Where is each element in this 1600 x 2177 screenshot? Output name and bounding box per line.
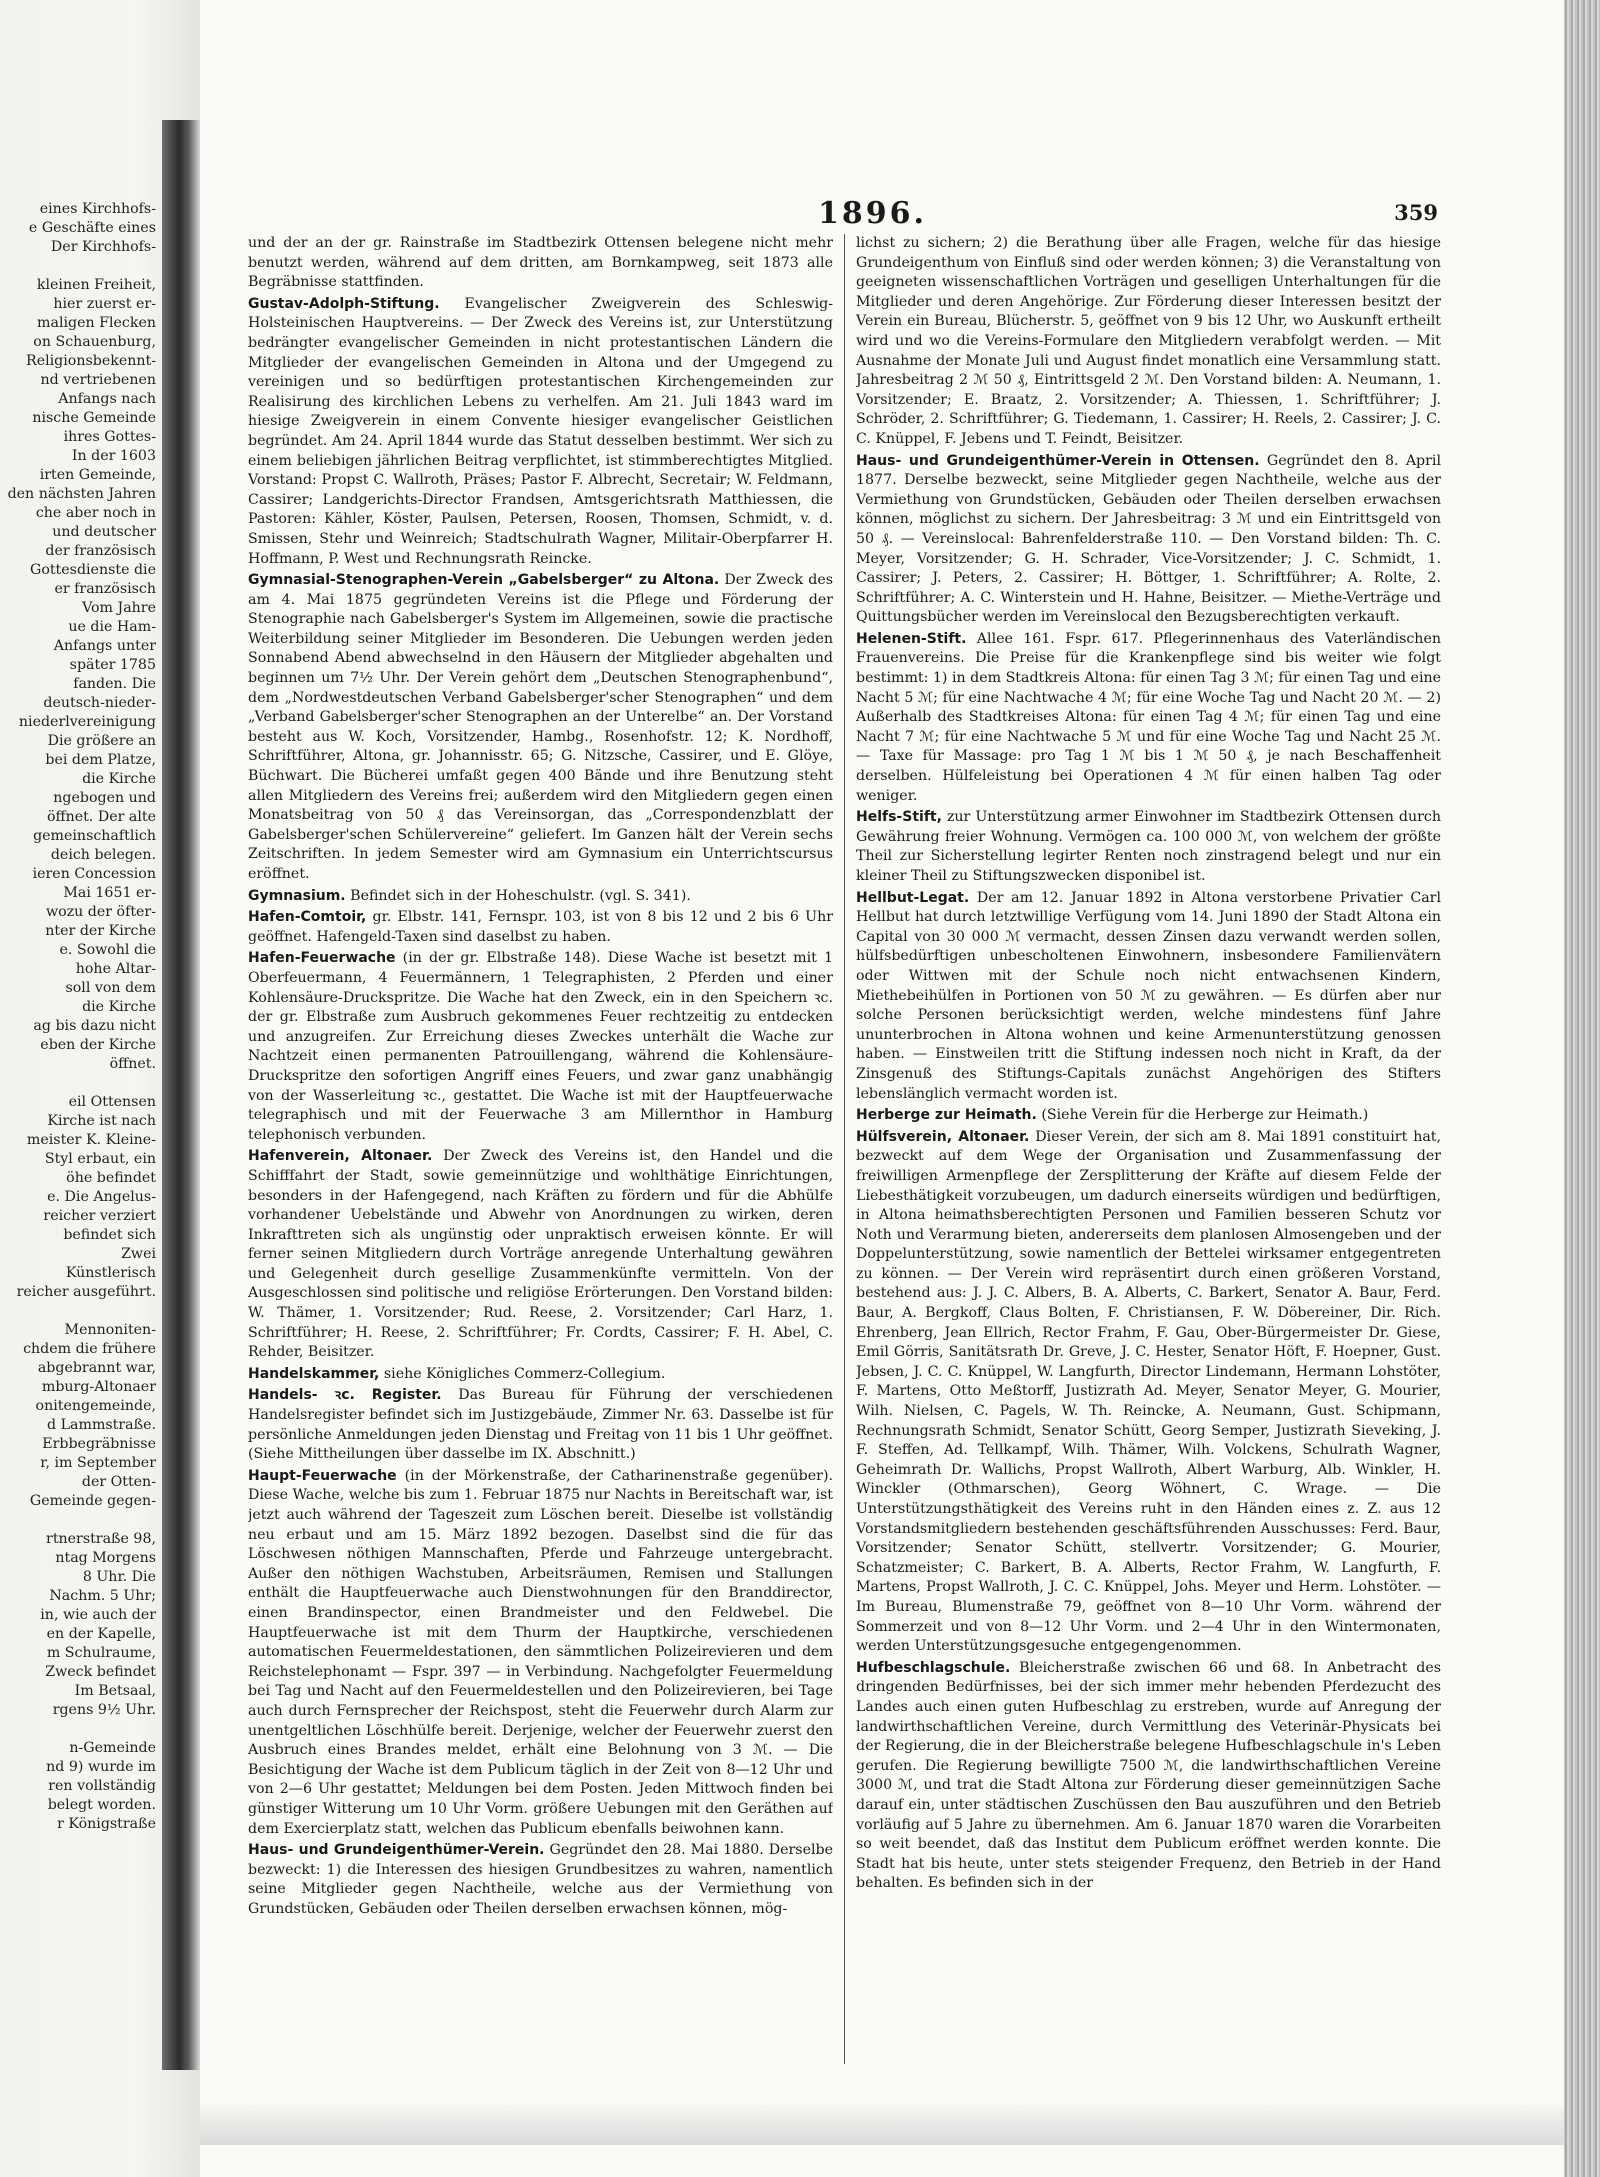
- facing-page-line: 8 Uhr. Die: [82, 1569, 156, 1585]
- facing-page-line: eben der Kirche: [40, 1037, 156, 1053]
- facing-page-line: bei dem Platze,: [45, 752, 156, 768]
- directory-entry: [856, 889, 1441, 1105]
- facing-page-line: Vom Jahre: [82, 600, 156, 616]
- entry-heading: Hellbut-Legat.: [856, 889, 970, 906]
- directory-entry: [248, 571, 833, 885]
- facing-page-line: gemeinschaftlich: [33, 828, 156, 844]
- entry-body: Der am 12. Januar 1892 in Altona verstorbene Privatier Carl Hellbut hat durch letztwillige Verfügung vom 14. Juni 1890 der Stadt Altona ein Capital von 30 000 ℳ vermacht, dessen Zinsen dazu verwandt werden sollen, hülfsbedürftigen unbescholtenen Einwohnern, insbesondere Familienvätern oder Wittwen mit der Schule noch nicht entwachsenen Kindern, Miethebeihülfen in Portionen von 50 ℳ zu gewähren. — Es dürfen aber nur solche Personen berücksichtigt werden, welche mindestens fünf Jahre ununterbrochen in Altona wohnen und keine Armenunterstützung genossen haben. — Einstweilen tritt die Stiftung indessen noch nicht in Kraft, da der Zinsgenuß des Stiftungs-Capitals zunächst Angehörigen des Stifters lebenslänglich vermacht worden ist.: [856, 889, 1441, 1102]
- directory-entry: [248, 1467, 833, 1839]
- entry-heading: Helenen-Stift.: [856, 630, 967, 647]
- facing-page-line: nische Gemeinde: [32, 410, 156, 426]
- facing-page-line: kleinen Freiheit,: [36, 277, 156, 293]
- entry-heading: Haupt-Feuerwache: [248, 1467, 397, 1484]
- entry-heading: Hufbeschlagschule.: [856, 1659, 1011, 1676]
- facing-page-line: Der Kirchhofs-: [50, 239, 156, 255]
- book-page: [248, 180, 1441, 2075]
- facing-page-line: soll von dem: [65, 980, 156, 996]
- facing-page-line: ngebogen und: [53, 790, 156, 806]
- directory-entry: [248, 1365, 833, 1385]
- page-number: 359: [1394, 200, 1438, 225]
- entry-body: Bleicherstraße zwischen 66 und 68. In Anbetracht des dringenden Bedürfnisses, bei der sich immer mehr hebenden Pferdezucht des Landes auch einen guten Hufbeschlag zu erstreben, wurde auf Anregung der landwirthschaftlichen Vereine, durch Vermittlung des Veterinär-Physicats bei der Regierung, die in der Bleicherstraße belegene Hufbeschlagschule in's Leben gerufen. Die Regierung bewilligte 7500 ℳ, die landwirthschaftlichen Vereine 3000 ℳ, und trat die Stadt Altona zur Förderung dieser gemeinnützigen Sache darauf ein, unter städtischen Zuschüssen den Bau auszuführen und den Betrieb vorläufig auf 5 Jahre zu übernehmen. Am 6. Januar 1870 waren die Vorarbeiten so weit beendet, daß das Institut dem Publicum eröffnet werden konnte. Die Stadt hat bis heute, unter stets steigender Frequenz, den Betrieb in der Hand behalten. Es befinden sich in der: [856, 1659, 1441, 1892]
- directory-entry: [248, 1386, 833, 1464]
- page-bottom-shadow: [200, 2105, 1564, 2145]
- facing-page-line: Gottesdienste die: [29, 562, 156, 578]
- facing-page-line: Anfangs nach: [58, 391, 156, 407]
- facing-page-line: abgebrannt war,: [37, 1360, 156, 1376]
- facing-page-line: Zwei: [121, 1246, 156, 1262]
- directory-entry: [856, 1659, 1441, 1894]
- entry-body: Dieser Verein, der sich am 8. Mai 1891 constituirt hat, bezweckt auf dem Wege der Organisation und Zusammenfassung der freiwilligen Armenpflege der Zersplitterung der Kräfte auf diesem Felde der Liebesthätigkeit vorzubeugen, um dadurch einerseits würdigen und bedürftigen, in Altona heimathsberechtigten Personen und Familien besseren Schutz vor Noth und Verarmung bieten, andererseits dem planlosen Almosengeben und der Doppelunterstützung, sowie namentlich der Bettelei wirksamer entgegentreten zu können. — Der Verein wird repräsentirt durch einen größeren Vorstand, bestehend aus: J. J. C. Albers, B. A. Alberts, C. Barkert, Senator A. Baur, Ferd. Baur, A. Bergkoff, Claus Bolten, F. Christiansen, F. W. Döbereiner, Dir. Rich. Ehrenberg, Jean Ellrich, Rector Frahm, F. Gau, Ober-Bürgermeister Dr. Giese, Emil Görris, Sanitätsrath Dr. Greve, J. C. Hester, Senator Höft, F. Hoepner, Gust. Jebsen, J. C. C. Knüppel, W. Langfurth, Director Lindemann, Hermann Lohstöter, F. Martens, Otto Meßtorff, Justizrath Ad. Meyer, Senator Meyer, G. Mourier, Wilh. Nielsen, C. Pagels, W. Th. Reincke, A. Neumann, Gust. Schipmann, Rechnungsrath Schmidt, Senator Schütt, Georg Semper, Justizrath Sieveking, J. F. Steffen, Ad. Tellkampf, Wilh. Thämer, Wilh. Volckens, Schulrath Wagner, Geheimrath Dr. Wallichs, Propst Wallroth, Albert Warburg, Alb. Winkler, H. Winckler (Othmarschen), Georg Wöhnert, C. Wrage. — Die Unterstützungsthätigkeit des Vereins ruht in den Händen eines z. Z. aus 12 Vorstandsmitgliedern bestehenden geschäftsführenden Ausschusses: Ferd. Baur, Vorsitzender; Senator Schütt, stellvertr. Vorsitzender; G. Mourier, Schatzmeister; C. Barkert, B. A. Alberts, Rector Frahm, W. Langfurth, F. Martens, Propst Wallroth, J. C. C. Knüppel, Johs. Meyer und Herm. Lohstöter. — Im Bureau, Blumenstraße 79, geöffnet von 8—10 Uhr Vorm. während der Sommerzeit und von 8—12 Uhr Vorm. und 2—4 Uhr in den Wintermonaten, werden Unterstützungsgesuche entgegengenommen.: [856, 1128, 1441, 1655]
- directory-entry: [248, 1841, 833, 1919]
- facing-page-line: irten Gemeinde,: [39, 467, 156, 483]
- facing-page-line: Erbbegräbnisse: [42, 1436, 156, 1452]
- entry-heading: Handels- ꝛc. Register.: [248, 1387, 442, 1404]
- running-head: [248, 196, 1438, 231]
- entry-body: Evangelischer Zweigverein des Schleswig-Holsteinischen Hauptvereins. — Der Zweck des Vereins ist, zur Unterstützung bedrängter evangelischer Gemeinden in nicht protestantischen Ländern die Mitglieder der evangelischen Gemeinden in Altona und der Umgegend zu vereinigen und so bedürftigen protestantischen Kirchengemeinden zur Realisirung des kirchlichen Lebens zu verhelfen. Am 21. Juli 1843 ward im hiesige Zweigverein in einem Convente hiesiger evangelischer Geistlichen begründet. Am 24. April 1844 wurde das Statut desselben bestimmt. Wer sich zu einem beliebigen jährlichen Beitrag verpflichtet, ist stimmberechtigtes Mitglied. Vorstand: Propst C. Wallroth, Präses; Pastor F. Albrecht, Secretair; W. Feldmann, Cassirer; Landgerichts-Director Frandsen, Amtsgerichtsrath Matthiessen, die Pastoren: Kähler, Köster, Paulsen, Petersen, Roosen, Thomsen, Schmidt, v. d. Smissen, Stehr und Weinreich; Stadtschulrath Wagner, Militair-Oberpfarrer H. Hoffmann, P. West und Rechnungsrath Reincke.: [248, 295, 833, 567]
- facing-page-line: m Schulraume,: [46, 1645, 156, 1661]
- facing-page-line: e. Die Angelus-: [47, 1189, 156, 1205]
- facing-page-line: hier zuerst er-: [53, 296, 156, 312]
- fragment-gap: [0, 257, 160, 276]
- directory-entry: [856, 808, 1441, 886]
- entry-body: zur Unterstützung armer Einwohner im Stadtbezirk Ottensen durch Gewährung freier Wohnung. Vermögen ca. 100 000 ℳ, von welchem der größte Theil zur Sicherstellung legirter Renten noch zinstragend belegt und nur ein kleiner Theil zu Stiftungszwecken disponibel ist.: [856, 809, 1441, 884]
- facing-page-line: öffnet. Der alte: [46, 809, 156, 825]
- facing-page-line: ag bis dazu nicht: [33, 1018, 156, 1034]
- directory-entry: [248, 949, 833, 1145]
- left-text-column: [248, 234, 833, 2074]
- entry-heading: Hafen-Feuerwache: [248, 950, 396, 967]
- facing-page-line: meister K. Kleine-: [26, 1132, 156, 1148]
- facing-page-line: wozu der öfter-: [45, 904, 156, 920]
- facing-page-line: In der 1603: [71, 448, 156, 464]
- directory-entry: [856, 452, 1441, 628]
- entry-body: gr. Elbstr. 141, Fernspr. 103, ist von 8 bis 12 und 2 bis 6 Uhr geöffnet. Hafengeld-Taxen sind daselbst zu haben.: [248, 909, 833, 945]
- facing-page-line: fanden. Die: [73, 676, 156, 692]
- facing-page-line: Styl erbaut, ein: [44, 1151, 156, 1167]
- facing-page-line: eines Kirchhofs-: [39, 201, 156, 217]
- entry-body: siehe Königliches Commerz-Collegium.: [383, 1365, 666, 1382]
- facing-page-line: en der Kapelle,: [46, 1626, 156, 1642]
- entry-heading: Gymnasial-Stenographen-Verein „Gabelsberger“ zu Altona.: [248, 572, 720, 589]
- page-edges: [1564, 0, 1600, 2177]
- fragment-gap: [0, 1720, 160, 1739]
- facing-page-line: on Schauenburg,: [33, 334, 156, 350]
- entry-body: lichst zu sichern; 2) die Berathung über alle Fragen, welche für das hiesige Grundeigenthum von Einfluß sind oder werden können; 3) die Veranstaltung von geeigneten wissenschaftlichen Vorträgen und geselligen Unterhaltungen für die Mitglieder und deren Angehörige. Zur Förderung dieser Interessen besitzt der Verein ein Bureau, Blücherstr. 5, geöffnet von 9 bis 12 Uhr, wo Auskunft ertheilt wird und wo die Vereins-Formulare den Mitgliedern verabfolgt werden. — Mit Ausnahme der Monate Juli und August findet monatlich eine Versammlung statt. Jahresbeitrag 2 ℳ 50 ₰, Eintrittsgeld 2 ℳ. Den Vorstand bilden: A. Neumann, 1. Vorsitzender; E. Braatz, 2. Vorsitzender; A. Thiessen, 1. Schriftführer; J. Schröder, 2. Schriftführer; G. Tiedemann, 1. Cassirer; H. Reels, 2. Cassirer; J. C. C. Knüppel, F. Jebens und T. Feindt, Beisitzer.: [856, 235, 1441, 447]
- directory-entry: [248, 295, 833, 569]
- facing-page-line: Im Betsaal,: [74, 1683, 156, 1699]
- facing-page-line: n-Gemeinde: [69, 1740, 156, 1756]
- facing-page-line: r, im September: [40, 1455, 156, 1471]
- directory-entry: [856, 630, 1441, 806]
- facing-page-line: ntag Morgens: [55, 1550, 156, 1566]
- facing-page-line: nd vertriebenen: [40, 372, 156, 388]
- facing-page-line: reicher ausgeführt.: [16, 1284, 156, 1300]
- facing-page-line: später 1785: [69, 657, 156, 673]
- facing-page-line: öffnet.: [109, 1056, 156, 1072]
- facing-page-line: niederlvereinigung: [18, 714, 156, 730]
- entry-body: Der Zweck des Vereins ist, den Handel und die Schifffahrt der Stadt, sowie gemeinnützige und wohlthätige Einrichtungen, besonders in der Hafengegend, nach Kräften zu fördern und für die Abhülfe vorhandener Uebelstände und Abwehr von Anordnungen zu wirken, deren Inkrafttreten sich als ungünstig oder unpraktisch erweisen könnte. Er will ferner seinen Mitgliedern durch Vorträge anregende Unterhaltung gewähren und Gelegenheit durch gesellige Zusammenkünfte vermitteln. Von der Ausgeschlossen sind politische und religiöse Erörterungen. Den Vorstand bilden: W. Thämer, 1. Vorsitzender; Rud. Reese, 2. Vorsitzender; Carl Harz, 1. Schriftführer; H. Reese, 2. Schriftführer; Fr. Cordts, Cassirer; F. H. Abel, C. Rehder, Beisitzer.: [248, 1148, 833, 1361]
- facing-page-line: mburg-Altonaer: [41, 1379, 156, 1395]
- fragment-gap: [0, 1511, 160, 1530]
- entry-heading: Herberge zur Heimath.: [856, 1107, 1037, 1124]
- entry-heading: Gustav-Adolph-Stiftung.: [248, 295, 440, 312]
- facing-page-line: ren vollständig: [48, 1778, 156, 1794]
- column-divider: [844, 234, 845, 2064]
- entry-body: Das Bureau für Führung der verschiedenen Handelsregister befindet sich im Justizgebäude, Zimmer Nr. 63. Dasselbe ist für persönliche Anmeldungen jeden Dienstag und Freitag von 11 bis 1 Uhr geöffnet. (Siehe Mittheilungen über dasselbe im IX. Abschnitt.): [248, 1387, 833, 1463]
- facing-page-line: Künstlerisch: [65, 1265, 156, 1281]
- entry-heading: Handelskammer,: [248, 1365, 380, 1382]
- facing-page-line: deutsch-nieder-: [43, 695, 156, 711]
- right-text-column: [856, 234, 1441, 2074]
- entry-heading: Hafenverein, Altonaer.: [248, 1148, 433, 1165]
- facing-page-line: und deutscher: [52, 524, 156, 540]
- fragment-gap: [0, 1302, 160, 1321]
- facing-page-line: d Lammstraße.: [47, 1417, 156, 1433]
- facing-page-line: e. Sowohl die: [59, 942, 156, 958]
- facing-page-fragments: [0, 200, 160, 2100]
- directory-entry: [248, 1147, 833, 1363]
- facing-page-line: die Kirche: [82, 771, 156, 787]
- facing-page-line: eil Ottensen: [68, 1094, 156, 1110]
- facing-page-line: deich belegen.: [50, 847, 156, 863]
- directory-entry: [248, 234, 833, 293]
- book-gutter: [162, 120, 200, 2070]
- facing-page-line: nter der Kirche: [45, 923, 156, 939]
- running-head-year: 1896.: [818, 196, 927, 231]
- facing-page-line: Mai 1651 er-: [63, 885, 156, 901]
- facing-page-line: e Geschäfte eines: [28, 220, 156, 236]
- facing-page-line: den nächsten Jahren: [7, 486, 156, 502]
- entry-heading: Haus- und Grundeigenthümer-Verein in Ottensen.: [856, 452, 1260, 469]
- facing-page-line: befindet sich: [63, 1227, 156, 1243]
- entry-body: Befindet sich in der Hoheschulstr. (vgl. S. 341).: [350, 887, 691, 904]
- entry-heading: Gymnasium.: [248, 887, 346, 904]
- facing-page-line: Religionsbekennt-: [26, 353, 156, 369]
- facing-page-line: öhe befindet: [66, 1170, 156, 1186]
- directory-entry: [248, 908, 833, 947]
- facing-page-line: r Königstraße: [57, 1816, 156, 1832]
- facing-page-line: maligen Flecken: [37, 315, 156, 331]
- facing-page-line: belegt worden.: [47, 1797, 156, 1813]
- directory-entry: [856, 234, 1441, 450]
- entry-body: Der Zweck des am 4. Mai 1875 gegründeten Vereins ist die Pflege und Förderung der Stenographie nach Gabelsberger's System im Allgemeinen, sowie die practische Weiterbildung seiner Mitglieder im Besonderen. Die Uebungen werden jeden Sonnabend Abend abwechselnd in den Häusern der Mitglieder abgehalten und beginnen um 7½ Uhr. Der Verein gehört dem „Deutschen Stenographenbund“, dem „Nordwestdeutschen Verband Gabelsberger'scher Stenographen“ und dem „Verband Gabelsberger'scher Stenographen an der Unterelbe“ an. Der Vorstand besteht aus W. Koch, Vorsitzender, Hambg., Rosenhofstr. 12; K. Nordhoff, Schriftführer, Altona, gr. Johannisstr. 65; G. Nitzsche, Cassirer, und E. Glöye, Büchwart. Die Bücherei umfaßt gegen 400 Bände und ihre Benutzung steht allen Mitgliedern des Vereins frei; außerdem wird den Mitgliedern gegen einen Monatsbeitrag von 50 ₰ das Vereinsorgan, das „Correspondenzblatt der Gabelsberger'schen Schülervereine“ geliefert. Im Ganzen hält der Verein sechs Zeitschriften. In jedem Semester wird am Gymnasium ein Unterrichtscursus eröffnet.: [248, 572, 833, 882]
- entry-body: (in der gr. Elbstraße 148). Diese Wache ist besetzt mit 1 Oberfeuermann, 4 Feuermännern, 1 Telegraphisten, 2 Pferden und einer Kohlensäure-Druckspritze. Die Wache hat den Zweck, ein in den Speichern ꝛc. der gr. Elbstraße zum Ausbruch gekommenes Feuer rechtzeitig zu entdecken und anzugreifen. Zur Erreichung dieses Zweckes unterhält die Wache zur Nachtzeit einen permanenten Patrouillengang, während die Kohlensäure-Druckspritze den sofortigen Angriff eines Feuers, und zwar ganz unabhängig von der Wasserleitung ꝛc., gestattet. Die Wache ist mit der Hauptfeuerwache telegraphisch und mit der Feuerwache 3 am Millernthor in Hamburg telephonisch verbunden.: [248, 950, 833, 1143]
- entry-body: (Siehe Verein für die Herberge zur Heimath.): [1041, 1107, 1369, 1124]
- entry-heading: Haus- und Grundeigenthümer-Verein.: [248, 1842, 545, 1859]
- facing-page-line: onitengemeinde,: [35, 1398, 156, 1414]
- entry-body: Gegründet den 28. Mai 1880. Derselbe bezweckt: 1) die Interessen des hiesigen Grundbesitzes zu wahren, namentlich seine Mitglieder gegen Nachtheile, welche aus der Vermiethung von Grundstücken, Gebäuden oder Theilen derselben erwachsen können, mög-: [248, 1842, 833, 1917]
- facing-page-line: er französisch: [54, 581, 156, 597]
- entry-body: und der an der gr. Rainstraße im Stadtbezirk Ottensen belegene nicht mehr benutzt werden, während auf dem dritten, am Bornkampweg, seit 1873 alle Begräbnisse stattfinden.: [248, 235, 833, 291]
- facing-page-line: ieren Concession: [32, 866, 156, 882]
- facing-page-line: Anfangs unter: [53, 638, 156, 654]
- directory-entry: [248, 887, 833, 907]
- entry-heading: Helfs-Stift,: [856, 809, 942, 826]
- facing-page-line: chdem die frühere: [23, 1341, 156, 1357]
- entry-body: (in der Mörkenstraße, der Catharinenstraße gegenüber). Diese Wache, welche bis zum 1. Februar 1875 nur Nachts in Bereitschaft war, ist jetzt auch während der Tageszeit zum Löschen bereit. Dieselbe ist vollständig neu erbaut und am 15. März 1892 bezogen. Daselbst sind die für das Löschwesen nöthigen Mannschaften, Pferde und Fahrzeuge untergebracht. Außer den nöthigen Wachstuben, Arbeitsräumen, Remisen und Stallungen enthält die Hauptfeuerwache auch Dienstwohnungen für den Branddirector, einen Brandinspector, einen Brandmeister und den Feldwebel. Die Hauptfeuerwache ist mit dem Thurm der Hauptkirche, verschiedenen automatischen Feuermeldestationen, den sämmtlichen Polizeirevieren und dem Reichstelephonamt — Fspr. 397 — in Verbindung. Nachgefolgter Feuermeldung bei Tag und Nacht auf den Feuermeldestellen und den Polizeirevieren, bei Tage auch durch Fernsprecher der Reichspost, steht die Feuerwehr durch Alarm zur unentgeltlichen Löschhülfe bereit. Derjenige, welcher der Feuerwehr zuerst den Ausbruch eines Brandes meldet, erhält eine Belohnung von 3 ℳ. — Die Besichtigung der Wache ist dem Publicum täglich in der Zeit von 8—12 Uhr und von 2—6 Uhr gestattet; Meldungen bei dem Posten. Jeden Mittwoch finden bei günstiger Witterung um 10 Uhr Vorm. größere Uebungen mit den Geräthen auf dem Exercierplatz statt, welchen das Publicum ebenfalls beiwohnen kann.: [248, 1467, 833, 1837]
- facing-page-line: die Kirche: [82, 999, 156, 1015]
- facing-page-line: Die größere an: [47, 733, 156, 749]
- facing-page-line: der Otten-: [81, 1474, 156, 1490]
- fragment-gap: [0, 1074, 160, 1093]
- facing-page-line: nd 9) wurde im: [46, 1759, 156, 1775]
- facing-page-line: rgens 9½ Uhr.: [52, 1702, 156, 1718]
- facing-page-line: Zweck befindet: [45, 1664, 156, 1680]
- facing-page-line: ihres Gottes-: [63, 429, 156, 445]
- directory-entry: [856, 1128, 1441, 1657]
- facing-page-line: reicher verziert: [43, 1208, 156, 1224]
- facing-page-line: in, wie auch der: [40, 1607, 156, 1623]
- facing-page-line: che aber noch in: [35, 505, 156, 521]
- entry-heading: Hülfsverein, Altonaer.: [856, 1128, 1030, 1145]
- entry-body: Allee 161. Fspr. 617. Pflegerinnenhaus des Vaterländischen Frauenvereins. Die Preise für die Krankenpflege sind bis weiter wie folgt bestimmt: 1) in dem Stadtkreis Altona: für einen Tag 3 ℳ; für einen Tag und eine Nacht 5 ℳ; für eine Nachtwache 4 ℳ; für eine Woche Tag und Nacht 20 ℳ. — 2) Außerhalb des Stadtkreises Altona: für einen Tag 4 ℳ; für einen Tag und eine Nacht 7 ℳ; für eine Nachtwache 5 ℳ und für eine Woche Tag und Nacht 25 ℳ. — Taxe für Massage: pro Tag 1 ℳ bis 1 ℳ 50 ₰, je nach Beschaffenheit derselben. Hülfeleistung bei Operationen 4 ℳ für einen halben Tag oder weniger.: [856, 630, 1441, 804]
- facing-page-line: Nachm. 5 Uhr;: [49, 1588, 156, 1604]
- facing-page-line: Gemeinde gegen-: [29, 1493, 156, 1509]
- facing-page-line: Mennoniten-: [64, 1322, 156, 1338]
- facing-page-line: hohe Altar-: [75, 961, 156, 977]
- facing-page-line: Kirche ist nach: [47, 1113, 156, 1129]
- facing-page-line: der französisch: [45, 543, 156, 559]
- directory-entry: [856, 1106, 1441, 1126]
- entry-heading: Hafen-Comtoir,: [248, 909, 367, 926]
- entry-body: Gegründet den 8. April 1877. Derselbe bezweckt, seine Mitglieder gegen Nachtheile, welche aus der Vermiethung von Grundstücken, Gebäuden oder Theilen derselben erwachsen können, möglichst zu sichern. Der Jahresbeitrag: 3 ℳ und ein Eintrittsgeld von 50 ₰. — Vereinslocal: Bahrenfelderstraße 110. — Den Vorstand bilden: Th. C. Meyer, Vorsitzender; G. H. Schrader, Vice-Vorsitzender; J. C. Schmidt, 1. Cassirer; J. Peters, 2. Cassirer; H. Böttger, 1. Schriftführer; A. Rolte, 2. Schriftführer; A. C. Winterstein und H. Hahne, Beisitzer. — Miethe-Verträge und Quittungsbücher werden im Vereinslocal den Bezugsberechtigten verkauft.: [856, 452, 1441, 626]
- facing-page-line: ue die Ham-: [68, 619, 156, 635]
- facing-page-line: rtnerstraße 98,: [46, 1531, 156, 1547]
